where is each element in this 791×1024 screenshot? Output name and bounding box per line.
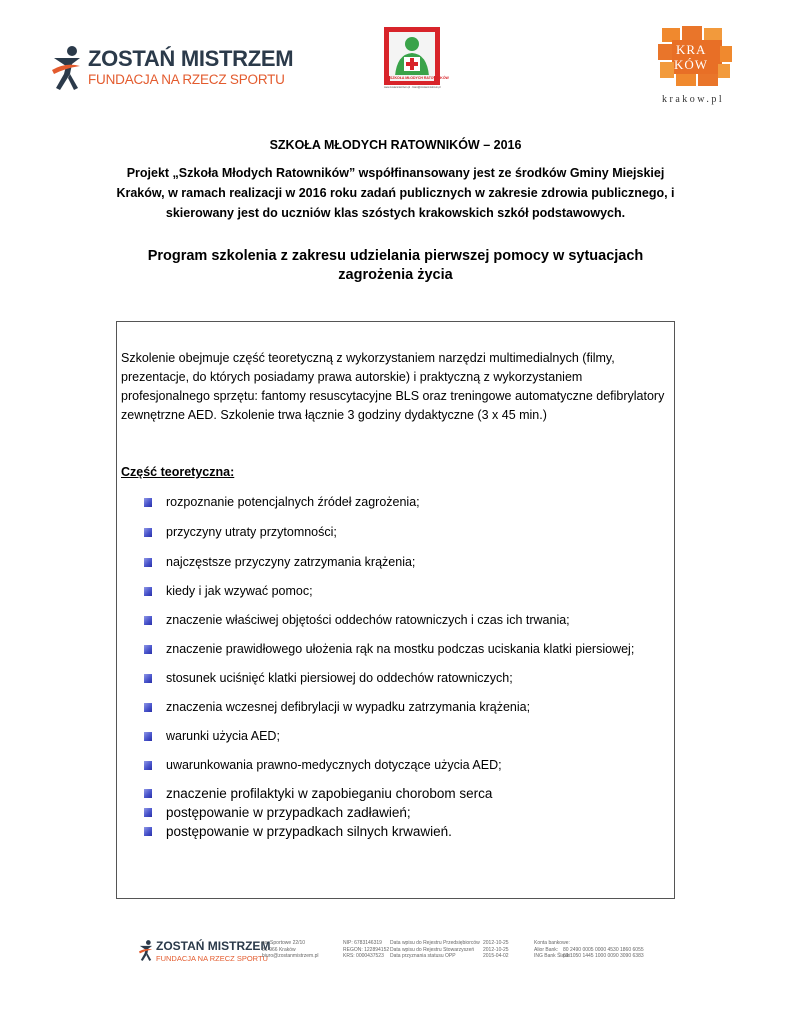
smr-logo-caption: SZKOŁA MŁODYCH RATOWNIKÓW: [390, 76, 449, 80]
zm-logo-name: ZOSTAŃ MISTRZEM: [88, 46, 294, 71]
zostan-mistrzem-logo: [50, 44, 294, 94]
square-bullet-icon: [144, 498, 152, 507]
krakow-logo: [654, 22, 734, 108]
krakow-logo-line1: KRA: [676, 42, 707, 57]
program-heading: Program szkolenia z zakresu udzielania pierwszej pomocy w sytuacjach zagrożenia życia: [147, 248, 644, 283]
square-bullet-icon: [144, 827, 152, 836]
footer-registry-labels: Data wpisu do Rejestru Przedsiębiorców Data wpisu do Rejestru Stowarzyszeń Data przyznania statusu OPP: [390, 940, 480, 959]
square-bullet-icon: [144, 703, 152, 712]
list-item: najczęstsze przyczyny zatrzymania krążenia;: [166, 555, 415, 569]
list-item: przyczyny utraty przytomności;: [166, 525, 337, 539]
list-item: znaczenie prawidłowego ułożenia rąk na mostku podczas uciskania klatki piersiowej;: [166, 642, 634, 656]
square-bullet-icon: [144, 732, 152, 741]
project-description: Projekt „Szkoła Młodych Ratowników” współfinansowany jest ze środków Gminy Miejskiej Kraków, w ramach realizacji w 2016 roku zadań publicznych w zakresie zdrowia publicznego, i skierowany jest do uczniów klas szóstych krakowskich szkół podstawowych.: [116, 166, 675, 220]
document-title: SZKOŁA MŁODYCH RATOWNIKÓW – 2016: [269, 138, 522, 152]
footer-bank-accounts: 80 2490 0005 0000 4530 1860 6055 69 1050 1445 1000 0090 3090 6383: [563, 946, 644, 959]
square-bullet-icon: [144, 616, 152, 625]
footer-ids: NIP: 6783146319 REGON: 122894152 KRS: 0000437523: [343, 940, 390, 959]
list-item: warunki użycia AED;: [166, 729, 280, 743]
square-bullet-icon: [144, 558, 152, 567]
list-item: znaczenie właściwej objętości oddechów ratowniczych i czas ich trwania;: [166, 613, 570, 627]
list-item: rozpoznanie potencjalnych źródeł zagrożenia;: [166, 495, 420, 509]
square-bullet-icon: [144, 528, 152, 537]
footer-logo-tagline: FUNDACJA NA RZECZ SPORTU: [156, 954, 268, 963]
list-item: postępowanie w przypadkach zadławień;: [166, 805, 411, 820]
athlete-figure-icon: [138, 938, 154, 964]
krakow-logo-url: krakow.pl: [662, 94, 725, 105]
list-item: znaczenie profilaktyki w zapobieganiu chorobom serca: [166, 786, 492, 801]
zm-logo-tagline: FUNDACJA NA RZECZ SPORTU: [88, 72, 285, 87]
list-item: postępowanie w przypadkach silnych krwawień.: [166, 824, 452, 839]
square-bullet-icon: [144, 789, 152, 798]
athlete-figure-icon: [50, 44, 84, 94]
square-bullet-icon: [144, 761, 152, 770]
footer-logo: [138, 938, 271, 968]
rescuer-cross-icon: [389, 32, 435, 76]
footer-registry-dates: 2012-10-25 2012-10-25 2015-04-02: [483, 940, 509, 959]
square-bullet-icon: [144, 808, 152, 817]
footer: [138, 938, 658, 968]
training-intro-paragraph: Szkolenie obejmuje część teoretyczną z wykorzystaniem narzędzi multimedialnych (filmy, prezentacje, do których posiadamy prawa autorskie) i praktyczną z wykorzystaniem profesjonalnego sprzętu: fantomy resuscytacyjne BLS oraz treningowe automatyczne defibrylatory zewnętrzne AED. Szkolenie trwa łącznie 3 godziny dydaktyczne (3 x 45 min.): [121, 351, 665, 422]
square-bullet-icon: [144, 674, 152, 683]
list-item: stosunek uciśnięć klatki piersiowej do oddechów ratowniczych;: [166, 671, 513, 685]
theory-section-heading: Część teoretyczna:: [121, 465, 235, 479]
szkola-mlodych-ratownikow-logo: [384, 27, 449, 91]
footer-address: os. Sportowe 22/10 31-966 Kraków biuro@zostanmistrzem.pl: [262, 940, 319, 959]
list-item: znaczenia wczesnej defibrylacji w wypadku zatrzymania krążenia;: [166, 700, 530, 714]
list-item: kiedy i jak wzywać pomoc;: [166, 584, 313, 598]
square-bullet-icon: [144, 645, 152, 654]
square-bullet-icon: [144, 587, 152, 596]
footer-logo-name: ZOSTAŃ MISTRZEM: [156, 939, 271, 953]
footer-bank-names: Konta bankowe: Alior Bank: ING Bank Śląski:: [534, 940, 572, 959]
smr-logo-address: www.zostanmistrzem.pl · biuro@zostanmistrzem.pl: [384, 86, 441, 89]
list-item: uwarunkowania prawno-medycznych dotyczące użycia AED;: [166, 758, 502, 772]
krakow-logo-line2: KÓW: [674, 57, 709, 72]
